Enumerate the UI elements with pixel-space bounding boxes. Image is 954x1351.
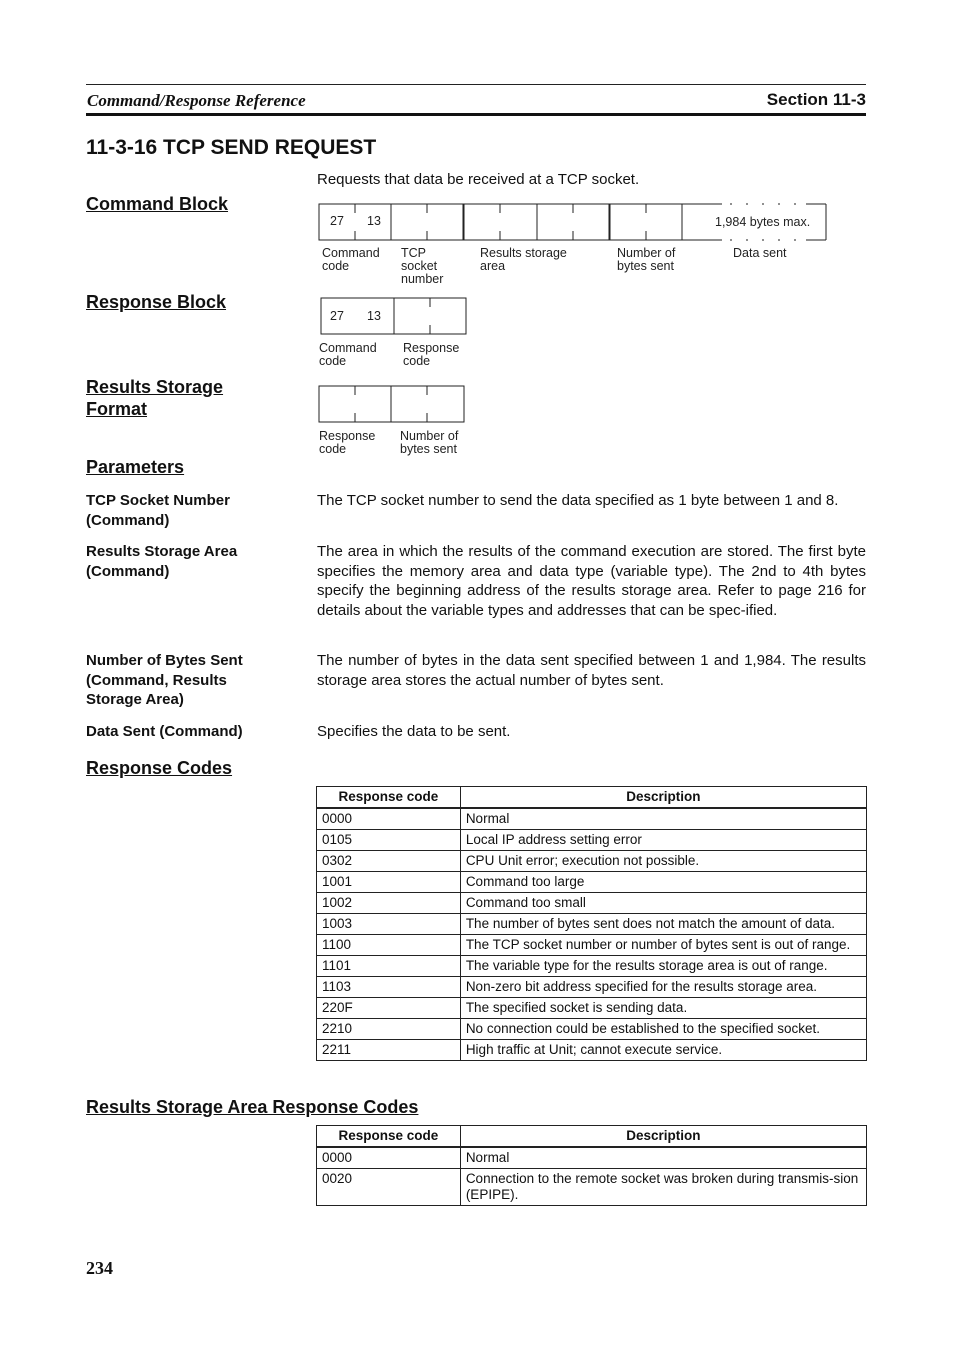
col-description: Description <box>460 787 866 809</box>
command-code-byte2: 13 <box>367 214 381 228</box>
table-row <box>317 1147 867 1169</box>
page-number: 234 <box>86 1258 113 1278</box>
col-response-code: Response code <box>317 787 461 809</box>
response-code-cell: 0302 <box>317 851 461 872</box>
param-desc-tcp-socket: The TCP socket number to send the data specified as 1 byte between 1 and 8. <box>317 492 839 509</box>
response-code-cell: 1002 <box>317 893 461 914</box>
param-desc-bytes-sent: The number of bytes in the data sent specified between 1 and 1,984. The results storage area stores the actual number of bytes sent. <box>317 652 866 689</box>
param-name-results-area: Results Storage Area (Command) <box>86 543 238 580</box>
results-storage-frame-diagram <box>319 386 464 422</box>
description-cell: Normal <box>460 1147 866 1169</box>
param-name-bytes-sent: Number of Bytes Sent (Command, Results Storage Area) <box>86 652 243 708</box>
description-cell: Local IP address setting error <box>460 830 866 851</box>
label-tcp-socket-number: TCP socket number <box>401 246 444 286</box>
label-response-command-code: Command code <box>319 341 377 368</box>
param-name-tcp-socket: TCP Socket Number (Command) <box>86 492 230 529</box>
response-codes-table <box>316 786 867 1061</box>
label-results-storage-area: Results storage area <box>480 246 567 273</box>
results-storage-codes-heading: Results Storage Area Response Codes <box>86 1097 419 1117</box>
response-code-cell: 0000 <box>317 808 461 830</box>
description-cell: Command too large <box>460 872 866 893</box>
response-code-cell: 220F <box>317 998 461 1019</box>
table-row <box>317 935 867 956</box>
response-code-cell: 1001 <box>317 872 461 893</box>
command-block-heading: Command Block <box>86 194 229 214</box>
col-description: Description <box>460 1126 866 1148</box>
table-row <box>317 956 867 977</box>
label-response-code: Response code <box>403 341 460 368</box>
table-row <box>317 998 867 1019</box>
param-name-data-sent: Data Sent (Command) <box>86 723 243 740</box>
results-storage-codes-table <box>316 1125 867 1206</box>
table-row <box>317 893 867 914</box>
description-cell: The number of bytes sent does not match the amount of data. <box>460 914 866 935</box>
response-code-cell: 1103 <box>317 977 461 998</box>
description-cell: CPU Unit error; execution not possible. <box>460 851 866 872</box>
col-response-code: Response code <box>317 1126 461 1148</box>
table-row <box>317 1169 867 1206</box>
response-code-cell: 0105 <box>317 830 461 851</box>
response-code-byte1: 27 <box>330 309 344 323</box>
response-block-heading: Response Block <box>86 292 227 312</box>
parameters-heading: Parameters <box>86 457 185 477</box>
label-command-code: Command code <box>322 246 380 273</box>
response-code-cell: 1100 <box>317 935 461 956</box>
label-data-sent: Data sent <box>733 246 787 260</box>
label-storage-bytes-sent: Number of bytes sent <box>400 429 459 456</box>
response-code-cell: 1003 <box>317 914 461 935</box>
description-cell: The specified socket is sending data. <box>460 998 866 1019</box>
description-cell: The variable type for the results storage area is out of range. <box>460 956 866 977</box>
section-title: 11-3-16 TCP SEND REQUEST <box>86 136 377 159</box>
description-cell: Non-zero bit address specified for the results storage area. <box>460 977 866 998</box>
table-row <box>317 808 867 830</box>
table-row <box>317 851 867 872</box>
response-code-cell: 2211 <box>317 1040 461 1061</box>
label-storage-response-code: Response code <box>319 429 376 456</box>
response-code-cell: 1101 <box>317 956 461 977</box>
intro-text: Requests that data be received at a TCP socket. <box>317 171 640 188</box>
running-header-section: Section 11-3 <box>766 90 866 109</box>
param-desc-results-area: The area in which the results of the command execution are stored. The first byte specifies the memory area and data type (variable type). The 2nd to 4th bytes specify the beginning address of the results storage area. Refer to page 216 for details about the variable types and addresses that can be spec-ified. <box>317 543 866 619</box>
data-max-text: 1,984 bytes max. <box>715 215 811 229</box>
table-row <box>317 1040 867 1061</box>
table-row <box>317 977 867 998</box>
table-row <box>317 830 867 851</box>
description-cell: The TCP socket number or number of bytes sent is out of range. <box>460 935 866 956</box>
command-code-byte1: 27 <box>330 214 344 228</box>
param-desc-data-sent: Specifies the data to be sent. <box>317 723 511 740</box>
response-code-cell: 2210 <box>317 1019 461 1040</box>
label-number-of-bytes-sent: Number of bytes sent <box>617 246 676 273</box>
description-cell: Command too small <box>460 893 866 914</box>
response-code-cell: 0020 <box>317 1169 461 1206</box>
description-cell: Connection to the remote socket was broken during transmis-sion (EPIPE). <box>460 1169 866 1206</box>
description-cell: Normal <box>460 808 866 830</box>
results-storage-format-heading: Results Storage Format <box>86 377 224 419</box>
description-cell: No connection could be established to the specified socket. <box>460 1019 866 1040</box>
table-row <box>317 1019 867 1040</box>
running-header-title: Command/Response Reference <box>87 91 306 110</box>
response-code-byte2: 13 <box>367 309 381 323</box>
description-cell: High traffic at Unit; cannot execute service. <box>460 1040 866 1061</box>
response-code-cell: 0000 <box>317 1147 461 1169</box>
table-row <box>317 914 867 935</box>
response-codes-heading: Response Codes <box>86 758 233 778</box>
table-row <box>317 872 867 893</box>
